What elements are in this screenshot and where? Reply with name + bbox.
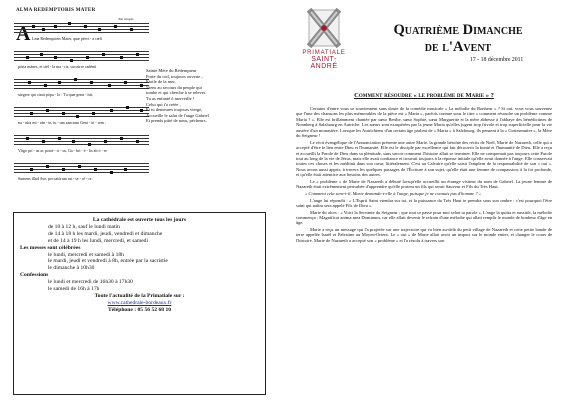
info-heading: La cathédrale est ouverte tous les jours <box>92 217 187 223</box>
chant-title: ALMA REDEMPTORIS MATER <box>16 8 96 13</box>
hours-line: et de 14 à 19 h les lundi, mercredi, et samedi <box>48 237 149 244</box>
poem-line: Viens au secours du peuple qui <box>146 84 202 90</box>
chant-lyric-line: na - túra mi - rán - te, tu - um sanctum Geni - tó - rem : <box>18 120 106 125</box>
poem-line: Sainte Mère du Rédempteur <box>146 68 197 73</box>
staff <box>14 162 149 174</box>
chant-lyric-line: súrgere qui cúrat pópu - lo : Tu quæ genu - ísti, <box>18 92 94 97</box>
neumes <box>24 162 147 174</box>
chant-dropcap: A <box>16 23 31 45</box>
article-paragraph: Certains d'entre vous se souviennent sans doute de la comédie musicale « La mélodie du Bonheur » ? Si oui, vous vous souvenez que l'une des chansons les plus mémorables de la pièce est « Maria », parfois connue sous le titre « comment résoudre un problème comme Maria ? ». Elle est brillamment chantée par sœur Berthe, sœur Sophie, sœur Marguerite et la mère abbesse à l'abbaye des bénédictines de Nonnberg à Salzbourg en Autriche. Les sœurs sont exaspérées par la jeune Maria qu'elles jugent trop frivole et trop superficielle pour la vie austère d'un monastère. Lorsque les Autrichiens d'un certain âge parlent de « Maria » à Salzbourg, ils pensent à la « Gottesmutter », la Mère du Seigneur ! <box>296 106 552 139</box>
poem-line: tombe et qui cherche à se relever. <box>146 90 207 96</box>
article-paragraph: Le « problème » de Marie de Nazareth a débuté lorsqu'elle accueillit un étrange visiteur du nom de Gabriel. La jeune femme de Nazareth était extrêmement perturbée d'apprendre qu'elle portera un fils qui serait Sauveur et Fils du Très Haut. <box>296 178 552 190</box>
chant-lyric-line: Sumens íllud Ave, peccatórum mi - se - ré - re. <box>18 176 93 181</box>
page-title <box>368 22 548 56</box>
neumes <box>24 106 147 118</box>
saltire-cross-icon <box>307 8 341 48</box>
mass-line: le lundi, mercredi et samedi à 18h <box>48 251 124 258</box>
issue-date: 17 - 18 décembre 2011 <box>470 57 524 63</box>
masses-heading: Les messes sont célébrées <box>20 244 81 251</box>
hours-line: de 10 à 12 h, sauf le lundi matin <box>48 223 120 230</box>
title-line1: Quatrième Dimanche <box>393 22 523 38</box>
staff <box>14 22 149 34</box>
neumes <box>24 134 147 146</box>
article-paragraph: L'ange lui répondit : « L'Esprit Saint viendra sur toi, et la puissance du Très Haut te prendra sous son ombre ; c'est pourquoi l'être saint qui naîtra sera appelé Fils de Dieu ». <box>296 197 552 208</box>
news-line: Toute l'actualité de la Primatiale sur : <box>94 292 185 299</box>
poem-line: Celui qui t'a créée , <box>146 101 181 107</box>
logo-line2: SAINT-ANDRÉ <box>310 56 338 70</box>
chant-lyric-line: Lma Redemptóris Mater, quæ pérvi - a cæli <box>32 36 102 41</box>
hours-line: de 14 à 18 h les mardi, jeudi, vendredi et dimanche <box>48 230 163 237</box>
title-line2: de l'Avent <box>424 39 492 55</box>
poem-line: Accueille le salut de l'ange Gabriel <box>146 112 209 118</box>
article-paragraph: Le récit évangélique de l'Annonciation présente une autre Marie, la grande héroïne des récits de Noël, Marie de Nazareth, celle qui a accepté d'être le lien entre Dieu et l'humanité. Elle est le disciple par excellence qui fait découvrir la bonté et l'humanité de Dieu. Elle a reçu et accueilli la Parole de Dieu dans sa plénitude, sans savoir comment l'histoire allait se terminer. Elle ne comprenait pas toujours cette Parole tout au long de la vie de Jésus, mais elle avait confiance et trouvait toujours à la réponse initiale qu'elle avait donnée à l'ange. Elle conservait toutes ces choses et les méditait dans son cœur, littéralement. C'est au Calvaire qu'elle saisit l'ampleur de la responsabilité de son « oui ». Nous avons aussi appris, à travers les quelques passages de l'Écriture à son sujet, qu'elle était une femme de compassion, à la foi profonde, et qu'elle était attentive aux besoins des autres. <box>296 139 552 178</box>
poem-line: Étoile de la mer, <box>146 79 176 85</box>
chant-lyric-line: pórta mánes, et stél - la ma - ris, succúrre cadénti <box>18 64 97 69</box>
neumes <box>24 22 147 34</box>
phone-line: Téléphone : 05 56 52 68 10 <box>107 306 172 313</box>
confessions-heading: Confessions <box>20 272 49 279</box>
info-box <box>13 212 266 395</box>
article-paragraph: Marie dit alors : « Voici la Servante du Seigneur ; que tout se passe pour moi selon ta parole ». L'ange la quitta et aussitôt, la mélodie commença : Magnificat anima mea Dominum, car elle allait devenir le refrain d'une mélodie qui allait remplir le monde de bonheur d'âge en âge. <box>296 209 552 226</box>
chant-lyric-line: Virgo prí - us ac posté - ri - us, Ga - bri - é - lis ab ó - re <box>18 148 107 153</box>
poem-line: Et prends pitié de nous, pécheurs. <box>146 118 207 124</box>
article-title: Comment résoudre « le problème de Marie » ? <box>354 92 494 99</box>
poem-translation <box>146 68 266 124</box>
staff <box>14 50 149 62</box>
poem-line: Et tu demeures toujours vierge, <box>146 107 203 113</box>
staff <box>14 78 149 90</box>
staff <box>14 106 149 118</box>
website-link[interactable]: www.cathedrale-bordeaux.fr <box>107 299 172 306</box>
staff <box>14 134 149 146</box>
logo-line1: PRIMATIALE <box>302 50 346 56</box>
mass-line: le mardi, jeudi et vendredi à 8h, entrée par la sacristie <box>48 258 168 265</box>
neumes <box>24 50 147 62</box>
poem-line: Porte du ciel, toujours ouverte , <box>146 73 203 79</box>
neumes <box>24 78 147 90</box>
chant-score <box>14 22 149 192</box>
poem-line: Tu as enfanté ô merveille ! <box>146 95 195 101</box>
chant-mode: Ton simple. <box>118 17 135 21</box>
primatiale-logo <box>300 8 348 74</box>
article-body <box>296 106 552 244</box>
mass-line: le dimanche à 10h30 <box>48 265 95 272</box>
confession-line: le samedi de 16h à 17h <box>48 286 100 293</box>
article-quote: « Comment cela sera-t-il, Marie demande-t-elle à l'ange, puisque je ne connais pas d'homme ? » <box>305 190 482 196</box>
confession-line: le lundi et mercredi de 16h30 à 17h30 <box>48 279 133 286</box>
article-paragraph: Marie a reçu un message qui l'a projetée sur une trajectoire qui va bien au-delà du petit village de Nazareth et cette petite bande de terre appelée Israël et Palestine au Moyen-Orient. Le « oui » de Marie allait avoir un impact sur le monde entier, et changer le cours de l'histoire. Marie de Nazareth a accepté son « problème » et l'a résolu à travers son <box>296 226 552 243</box>
